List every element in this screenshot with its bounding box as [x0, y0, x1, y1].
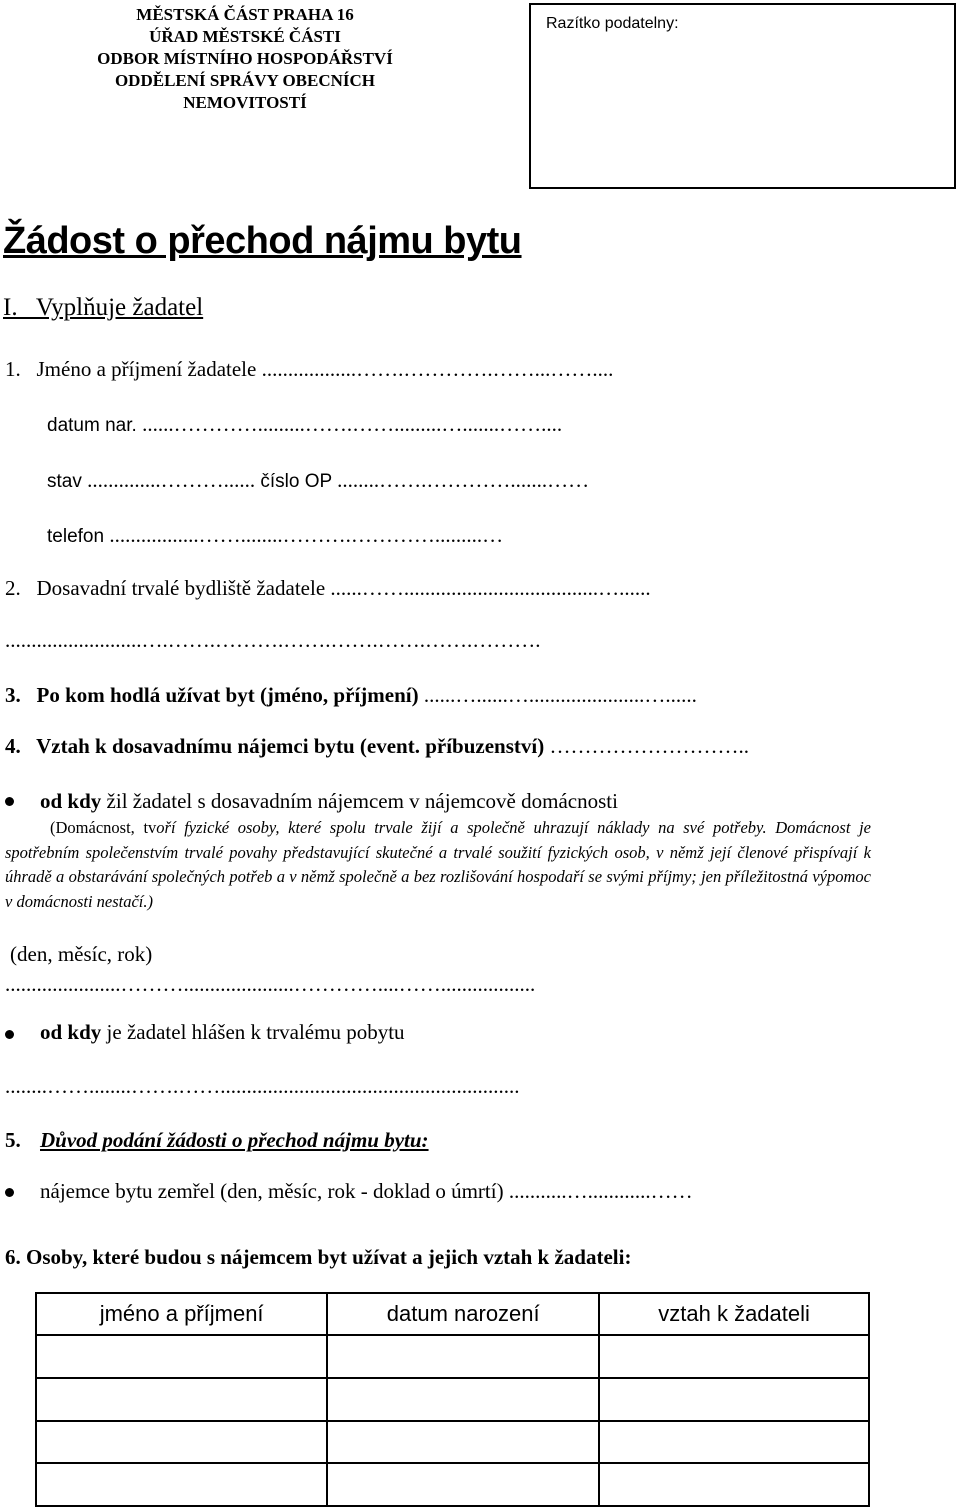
field-tenant-death [40, 1179, 693, 1204]
form-title: Žádost o přechod nájmu bytu [3, 220, 522, 262]
fill-in-line[interactable]: ......………….........…….…….........….......…….... [142, 412, 563, 436]
field-label: nájemce bytu zemřel (den, měsíc, rok - doklad o úmrtí) [40, 1179, 504, 1203]
table-cell[interactable] [36, 1378, 327, 1421]
fill-in-line[interactable]: ……………………….. [549, 734, 749, 758]
fill-in-line[interactable]: ..........................….…….……….…….…….…….…….………. [5, 628, 541, 652]
persons-table [35, 1292, 870, 1507]
stamp-label: Razítko podatelny: [546, 15, 679, 32]
table-cell[interactable] [327, 1378, 599, 1421]
column-header-birth-date: datum narození [327, 1293, 599, 1335]
household-definition-note [5, 816, 871, 914]
field-label: 3. Po kom hodlá užívat byt (jméno, příjmení) [5, 683, 419, 707]
section-heading: I. Vyplňuje žadatel [3, 294, 204, 321]
office-line: ODDĚLENÍ SPRÁVY OBECNÍCH [114, 71, 376, 90]
office-line: ÚŘAD MĚSTSKÉ ČÁSTI [149, 27, 341, 46]
field-number: 5. [5, 1128, 21, 1152]
field-reason [5, 1128, 429, 1153]
field-label: 2. Dosavadní trvalé bydliště žadatele [5, 576, 326, 600]
stamp-box [529, 3, 956, 189]
fill-in-line[interactable]: ..............………...... [87, 468, 261, 492]
field-address-cont [5, 628, 541, 653]
date-hint: (den, měsíc, rok) [10, 942, 153, 966]
field-phone [47, 523, 503, 548]
fill-in-line[interactable]: ........……........…….……......................................................... [5, 1074, 520, 1098]
note-prefix: (Domácnost, tv [50, 818, 157, 837]
table-row [36, 1421, 869, 1464]
field-label: telefon [47, 526, 105, 547]
fill-in-line[interactable]: ........…….………….......…… [337, 468, 590, 492]
field-status-op [47, 468, 589, 493]
field-label: je žadatel hlášen k trvalému pobytu [101, 1020, 405, 1044]
table-cell[interactable] [327, 1463, 599, 1506]
field-label: číslo OP [260, 471, 332, 492]
table-row [36, 1378, 869, 1421]
table-header-row [36, 1293, 869, 1335]
field-label: stav [47, 471, 82, 492]
table-cell[interactable] [36, 1463, 327, 1506]
field-birth-date [47, 412, 562, 437]
table-cell[interactable] [327, 1335, 599, 1378]
table-row [36, 1463, 869, 1506]
fill-in-line[interactable]: ......…......…......................…...... [423, 683, 697, 707]
column-header-name: jméno a příjmení [36, 1293, 327, 1335]
table-cell[interactable] [327, 1421, 599, 1464]
table-cell[interactable] [599, 1421, 869, 1464]
field-label-bold: od kdy [40, 1020, 102, 1044]
field-applicant-name [5, 357, 613, 382]
field-persons-heading: 6. Osoby, které budou s nájemcem byt užívat a jejich vztah k žadateli: [5, 1245, 632, 1269]
table-cell[interactable] [599, 1378, 869, 1421]
office-line: ODBOR MÍSTNÍHO HOSPODÁŘSTVÍ [97, 49, 393, 68]
note-body: oří fyzické osoby, které spolu trvale žijí a společně uhrazují náklady na své potřeby. Domácnost je spotřebním společenstvím trvalé povahy představující skutečné a trvalé soužití fyzických osob, v němž její členové přispívají k úhradě a obstarávání společných potřeb a v němž společně a bez rozlišování hospodaří se svými příjmy; jen příležitostná výpomoc v domácnosti nestačí.) [5, 818, 871, 911]
table-cell[interactable] [36, 1335, 327, 1378]
field-previous-tenant [5, 683, 697, 708]
field-label: 4. Vztah k dosavadnímu nájemci bytu (event. příbuzenství) [5, 734, 545, 758]
office-header [80, 4, 410, 114]
table-cell[interactable] [36, 1421, 327, 1464]
field-lived-since [40, 789, 618, 814]
fill-in-line[interactable]: ...........…............…… [508, 1179, 693, 1203]
fill-in-line[interactable]: ......................……….....................…………....…….................. [5, 972, 536, 996]
office-line: MĚSTSKÁ ČÁST PRAHA 16 [136, 5, 354, 24]
fill-in-line[interactable]: ......…….....................................…...... [330, 576, 651, 600]
bullet [5, 1188, 14, 1197]
field-relationship [5, 734, 749, 759]
field-address [5, 576, 651, 601]
office-line: NEMOVITOSTÍ [183, 93, 307, 112]
table-cell[interactable] [599, 1335, 869, 1378]
field-registered-since [40, 1020, 405, 1045]
field-label: Důvod podání žádosti o přechod nájmu bytu: [40, 1128, 429, 1152]
field-label: datum nar. [47, 415, 137, 436]
field-label-bold: od kdy [40, 789, 102, 813]
fill-in-line[interactable]: .................……........……….………….........… [109, 523, 504, 547]
bullet [5, 1030, 14, 1039]
field-label: 1. Jméno a příjmení žadatele [5, 357, 257, 381]
fill-in-line[interactable]: ..................…….………….……...…….... [261, 357, 614, 381]
field-label: žil žadatel s dosavadním nájemcem v nájemcově domácnosti [101, 789, 618, 813]
column-header-relationship: vztah k žadateli [599, 1293, 869, 1335]
table-cell[interactable] [599, 1463, 869, 1506]
table-row [36, 1335, 869, 1378]
bullet [5, 797, 14, 806]
